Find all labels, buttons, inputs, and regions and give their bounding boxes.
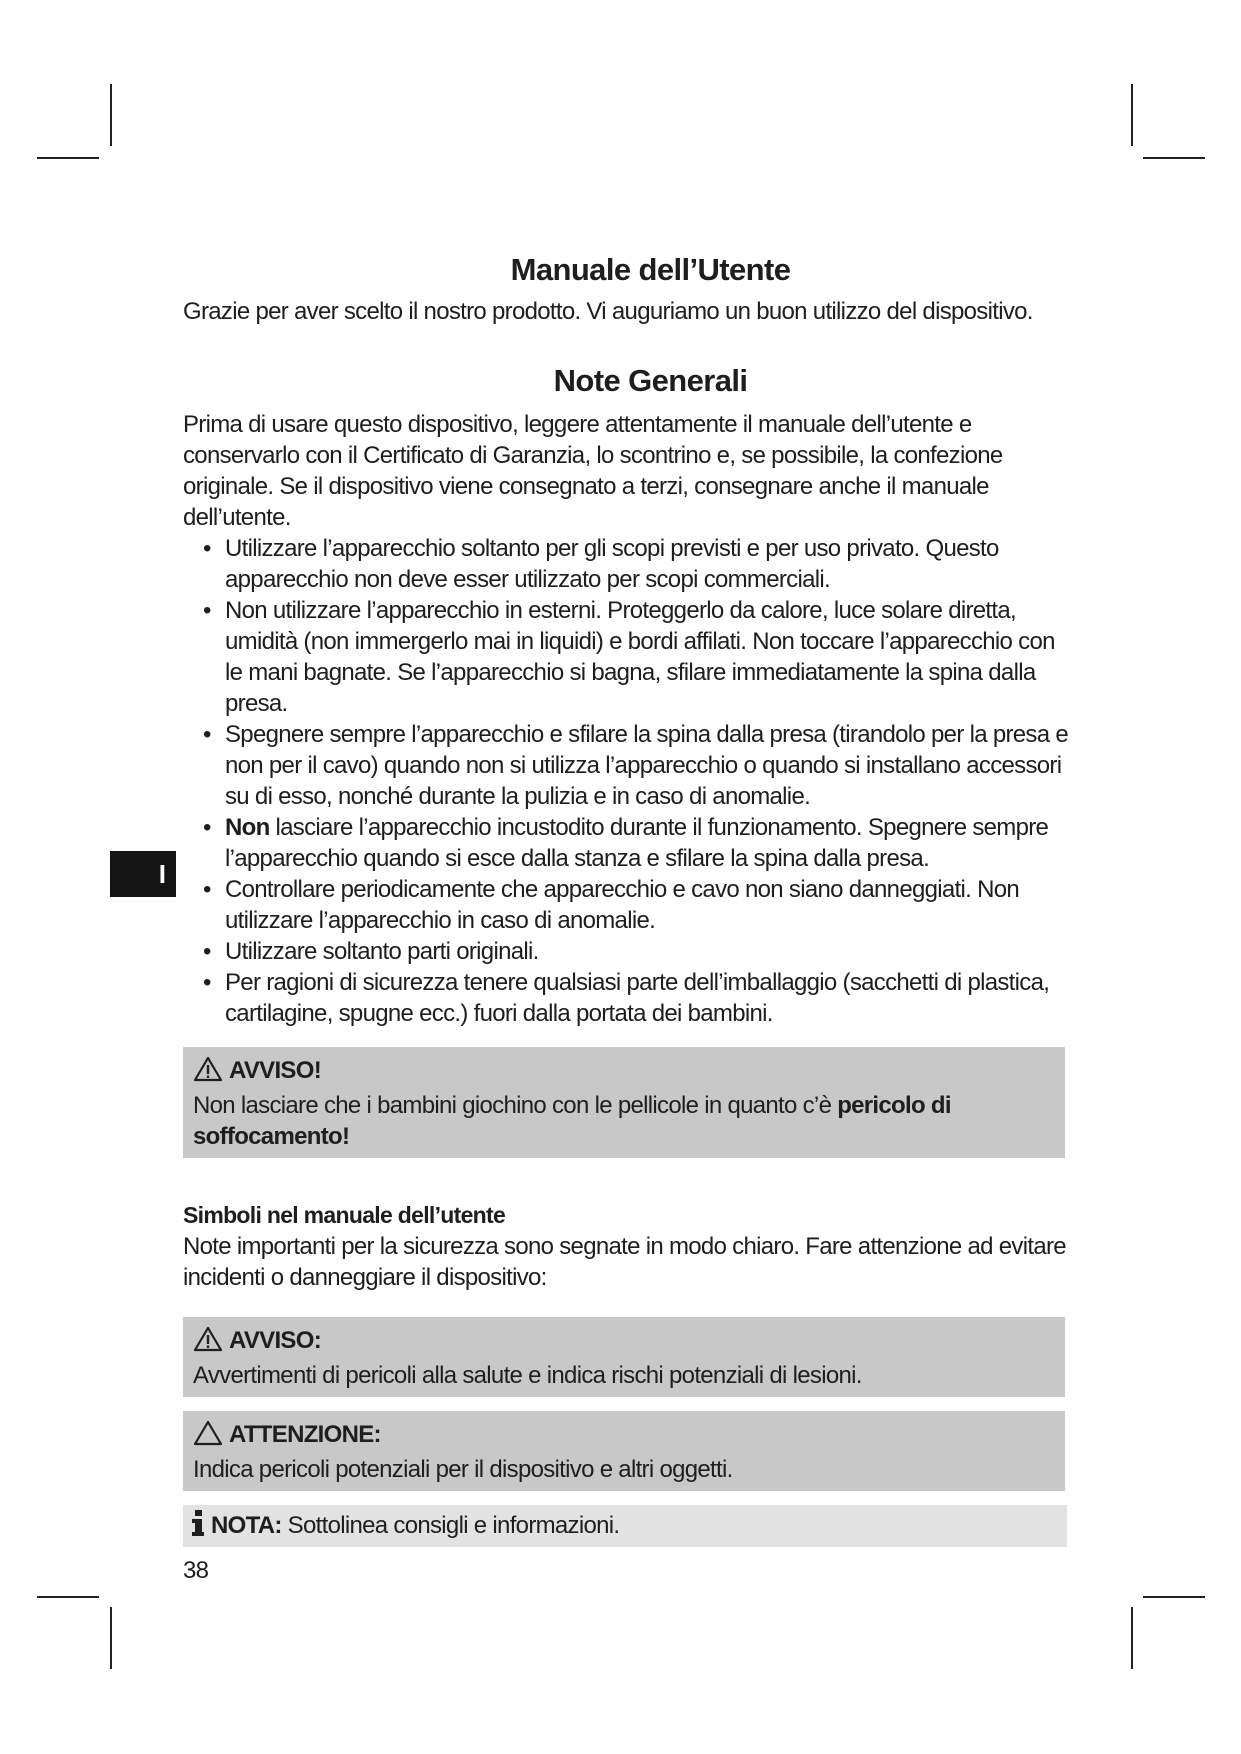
crop-mark-top-right-h — [1143, 157, 1205, 159]
page-title: Manuale dell’Utente — [510, 252, 791, 287]
warning-box-title-row — [193, 1055, 1055, 1090]
warning-text-regular: Non lasciare che i bambini giochino con le pellicole in quanto c’è — [193, 1092, 838, 1119]
crop-mark-bottom-right-h — [1143, 1596, 1205, 1598]
bullet-bold-text: Non — [225, 814, 270, 841]
symbols-text: Note importanti per la sicurezza sono segnate in modo chiaro. Fare attenzione ad evitare incidenti o danneggiare il dispositivo: — [183, 1233, 1066, 1291]
list-item — [183, 874, 1068, 936]
warning-triangle-icon — [193, 1326, 223, 1360]
intro-text: Grazie per aver scelto il nostro prodotto. Vi auguriamo un buon utilizzo del dispositivo. — [183, 298, 1033, 325]
bullet-mark: • — [203, 969, 211, 996]
bullet-text: lasciare l’apparecchio incustodito durante il funzionamento. Spegnere sempre l’apparecchio quando si esce dalla stanza e sfilare la spina dalla presa. — [225, 814, 1049, 872]
note-label: NOTA: — [211, 1512, 282, 1539]
bullet-mark: • — [203, 938, 211, 965]
crop-mark-top-left-v — [110, 84, 112, 146]
crop-mark-top-left-h — [37, 157, 99, 159]
caution-legend-title-row — [193, 1419, 1055, 1454]
info-icon — [191, 1510, 205, 1544]
warning-triangle-icon — [193, 1056, 223, 1090]
warning-legend-box — [183, 1317, 1065, 1397]
bullet-text: Non utilizzare l’apparecchio in esterni. Proteggerlo da calore, luce solare diretta, umidità (non immergerlo mai in liquidi) e bordi affilati. Non toccare l’apparecchio con le mani bagnate. Se l’apparecchio si bagna, sfilare immediatamente la spina dalla presa. — [225, 597, 1055, 717]
crop-mark-top-right-v — [1131, 84, 1133, 146]
bullet-text: Controllare periodicamente che apparecchio e cavo non siano danneggiati. Non utilizzare l’apparecchio in caso di anomalie. — [225, 876, 1020, 934]
warning-text-bold: pericolo di soffocamento! — [193, 1092, 951, 1150]
list-item — [183, 533, 1068, 595]
bullet-text: Spegnere sempre l’apparecchio e sfilare la spina dalla presa (tirandolo per la presa e non per il cavo) quando non si utilizza l’apparecchio o quando si installano accessori su di esso, nonché durante la pulizia e in caso di anomalie. — [225, 721, 1068, 810]
list-item — [183, 812, 1068, 874]
crop-mark-bottom-left-h — [37, 1596, 99, 1598]
list-item — [183, 719, 1068, 812]
warning-legend-text: Avvertimenti di pericoli alla salute e indica rischi potenziali di lesioni. — [193, 1362, 862, 1389]
section-title-general-notes: Note Generali — [553, 363, 748, 398]
bullet-mark: • — [203, 876, 211, 903]
list-item — [183, 595, 1068, 719]
crop-mark-bottom-right-v — [1131, 1607, 1133, 1669]
crop-mark-bottom-left-v — [110, 1607, 112, 1669]
bullet-mark: • — [203, 535, 211, 562]
warning-text — [193, 1090, 1055, 1152]
warning-legend-title: AVVISO: — [229, 1327, 322, 1354]
caution-triangle-icon — [193, 1420, 223, 1454]
list-item — [183, 936, 1068, 967]
warning-title: AVVISO! — [229, 1057, 322, 1084]
note-legend-box — [183, 1505, 1067, 1547]
caution-legend-box — [183, 1411, 1065, 1491]
language-tab: I — [110, 851, 176, 897]
page-number: 38 — [183, 1557, 209, 1584]
general-notes-text: Prima di usare questo dispositivo, leggere attentamente il manuale dell’utente e conservarlo con il Certificato di Garanzia, lo scontrino e, se possibile, la confezione originale. Se il dispositivo viene consegnato a terzi, consegnare anche il manuale dell’utente. — [183, 411, 1003, 531]
bullet-mark: • — [203, 721, 211, 748]
list-item — [183, 967, 1068, 1029]
caution-legend-title: ATTENZIONE: — [229, 1421, 381, 1448]
bullet-text: Utilizzare soltanto parti originali. — [225, 938, 539, 965]
warning-legend-title-row — [193, 1325, 1055, 1360]
warning-box-suffocation — [183, 1047, 1065, 1158]
bullet-text: Per ragioni di sicurezza tenere qualsiasi parte dell’imballaggio (sacchetti di plastica, cartilagine, spugne ecc.) fuori dalla portata dei bambini. — [225, 969, 1050, 1027]
caution-legend-text: Indica pericoli potenziali per il dispositivo e altri oggetti. — [193, 1456, 733, 1483]
symbols-title: Simboli nel manuale dell’utente — [183, 1202, 506, 1228]
bullet-mark: • — [203, 597, 211, 624]
note-text: Sottolinea consigli e informazioni. — [281, 1512, 620, 1539]
bullet-text: Utilizzare l’apparecchio soltanto per gli scopi previsti e per uso privato. Questo apparecchio non deve esser utilizzato per scopi commerciali. — [225, 535, 999, 593]
bullet-mark: • — [203, 814, 211, 841]
safety-bullet-list — [183, 533, 1068, 1029]
page-content — [183, 250, 1068, 1586]
